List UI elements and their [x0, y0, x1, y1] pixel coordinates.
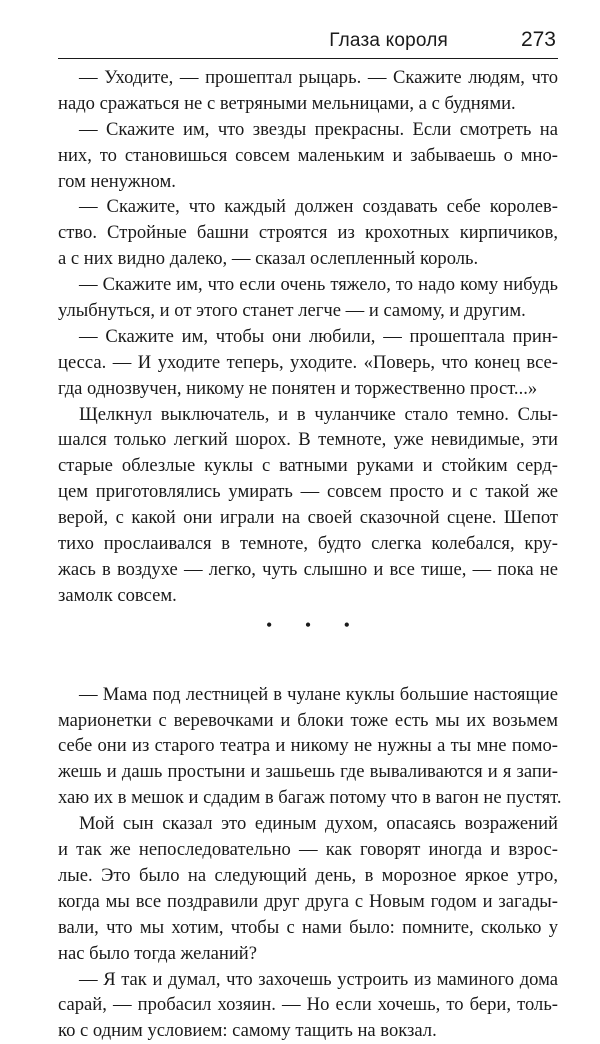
- text-line: шался только легкий шорох. В темноте, уже невидимые, эти: [58, 427, 558, 453]
- paragraph: [58, 117, 558, 195]
- text-line: — Скажите им, что если очень тяжело, то надо кому нибудь: [58, 272, 558, 298]
- text-line: — Мама под лестницей в чулане куклы большие настоящие: [58, 682, 558, 708]
- text-line: старые облезлые куклы с ватными руками и стойким серд-: [58, 453, 558, 479]
- text-line: вали, что мы хотим, чтобы с нами было: помните, сколько у: [58, 915, 558, 941]
- text-line: них, то становишься совсем маленьким и забываешь о мно-: [58, 143, 558, 169]
- text-line: ство. Стройные башни строятся из крохотных кирпичиков,: [58, 220, 558, 246]
- page-number: 273: [521, 28, 556, 52]
- text-line: цем приготовлялись умирать — совсем просто и с такой же: [58, 479, 558, 505]
- body-text: [58, 65, 558, 1044]
- text-line: марионетки с веревочками и блоки тоже есть мы их возьмем: [58, 708, 558, 734]
- text-line: верой, с какой они играли на своей сказочной сцене. Шепот: [58, 505, 558, 531]
- text-line: хаю их в мешок и сдадим в багаж потому что в вагон не пустят.: [58, 785, 558, 811]
- section-before-separator: [58, 65, 558, 609]
- text-line: — Скажите им, чтобы они любили, — прошептала прин-: [58, 324, 558, 350]
- paragraph: [58, 811, 558, 966]
- paragraph: [58, 402, 558, 609]
- text-line: тихо прослаивался в темноте, будто слегка колебался, кру-: [58, 531, 558, 557]
- text-line: надо сражаться не с ветряными мельницами, а с буднями.: [58, 91, 558, 117]
- text-line: ко с одним условием: самому тащить на вокзал.: [58, 1018, 558, 1044]
- text-line: гом ненужном.: [58, 169, 558, 195]
- section-separator: • • •: [58, 612, 558, 638]
- paragraph: [58, 65, 558, 117]
- text-line: — Я так и думал, что захочешь устроить из маминого дома: [58, 967, 558, 993]
- text-line: нас было тогда желаний?: [58, 941, 558, 967]
- text-line: лые. Это было на следующий день, в морозное яркое утро,: [58, 863, 558, 889]
- text-line: себе они из старого театра и никому не нужны а ты мне помо-: [58, 733, 558, 759]
- text-line: и так же непоследовательно — как говорят иногда и взрос-: [58, 837, 558, 863]
- text-line: жась в воздухе — легко, чуть слышно и все тише, — пока не: [58, 557, 558, 583]
- running-title: Глаза короля: [329, 30, 448, 52]
- text-line: гда однозвучен, никому не понятен и торжественно прост...»: [58, 376, 558, 402]
- text-line: Щелкнул выключатель, и в чуланчике стало темно. Слы-: [58, 402, 558, 428]
- text-line: — Уходите, — прошептал рыцарь. — Скажите людям, что: [58, 65, 558, 91]
- text-line: — Скажите им, что звезды прекрасны. Если смотреть на: [58, 117, 558, 143]
- text-line: цесса. — И уходите теперь, уходите. «Поверь, что конец все-: [58, 350, 558, 376]
- paragraph: [58, 272, 558, 324]
- text-line: улыбнуться, и от этого станет легче — и самому, и другим.: [58, 298, 558, 324]
- text-line: когда мы все поздравили друг друга с Новым годом и загады-: [58, 889, 558, 915]
- text-line: — Скажите, что каждый должен создавать себе королев-: [58, 194, 558, 220]
- text-line: замолк совсем.: [58, 583, 558, 609]
- paragraph: [58, 324, 558, 402]
- text-line: а с них видно далеко, — сказал ослепленный король.: [58, 246, 558, 272]
- paragraph: [58, 682, 558, 811]
- text-line: жешь и дашь простыни и зашьешь где вываливаются и я запи-: [58, 759, 558, 785]
- text-line: Мой сын сказал это единым духом, опасаясь возражений: [58, 811, 558, 837]
- page-header: [58, 28, 558, 59]
- section-after-separator: [58, 682, 558, 1044]
- book-page: [58, 28, 558, 1044]
- text-line: сарай, — пробасил хозяин. — Но если хочешь, то бери, толь-: [58, 992, 558, 1018]
- paragraph: [58, 967, 558, 1044]
- paragraph: [58, 194, 558, 272]
